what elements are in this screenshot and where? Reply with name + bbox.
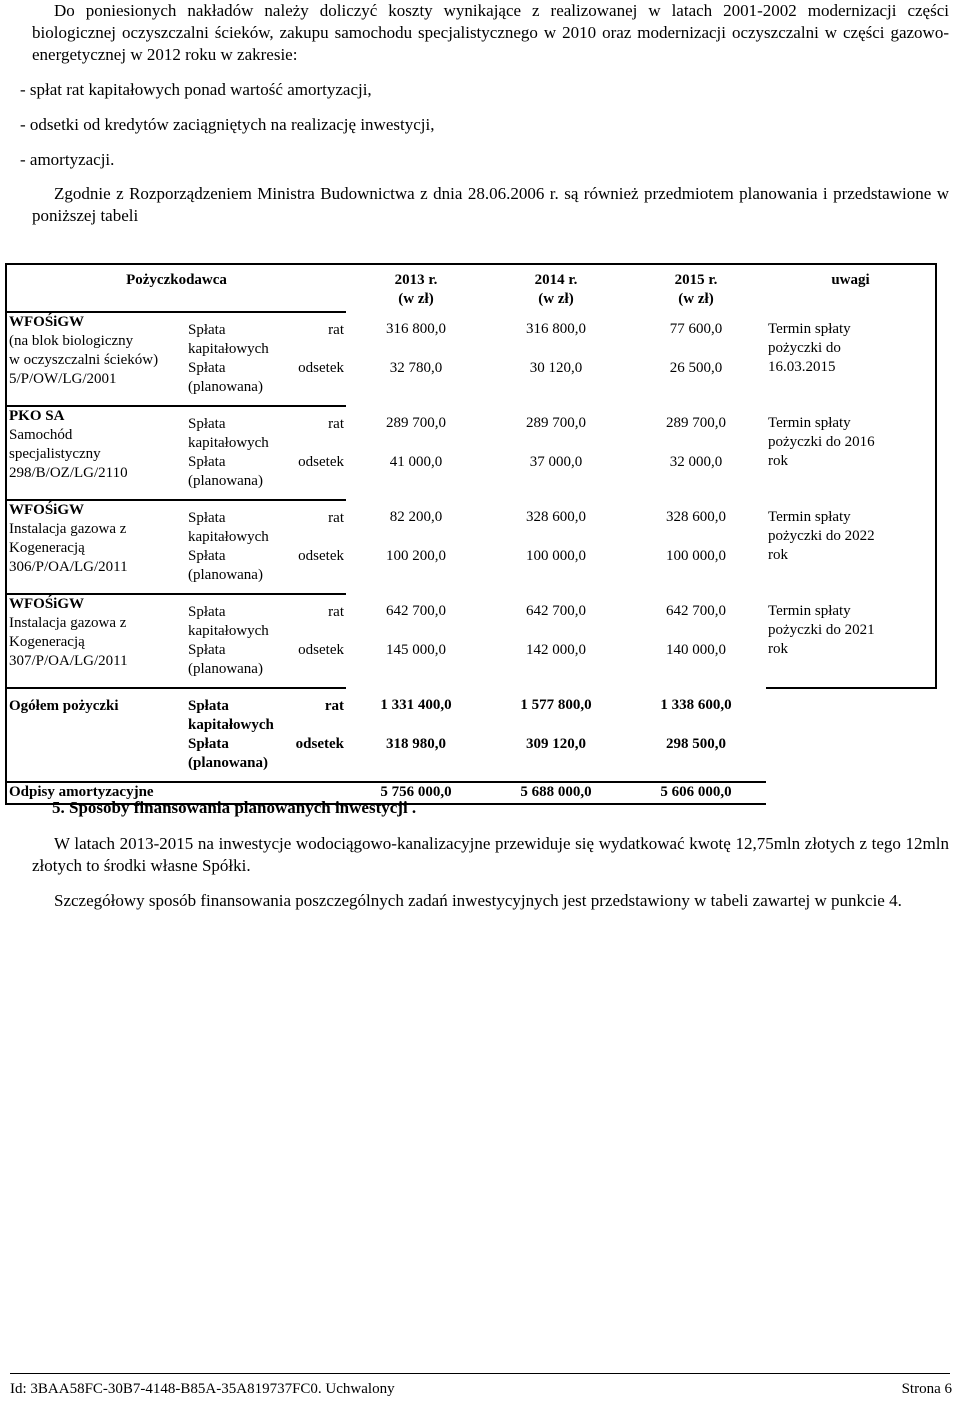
section-5-paragraph-1: W latach 2013-2015 na inwestycje wodociągowo-kanalizacyjne przewiduje się wydatkować kwotę 12,75mln złotych z tego 12mln złotych to środki własne Spółki. [32, 834, 949, 875]
interest-2014: 142 000,0 [526, 642, 586, 658]
lender-cell: WFOŚiGW (na blok biologiczny w oczyszczalni ścieków) 5/P/OW/LG/2001 [6, 312, 186, 406]
intro-paragraph: Do poniesionych nakładów należy doliczyć koszty wynikające z realizowanej w latach 2001-2002 modernizacji części biologicznej oczyszczalni ścieków, zakupu samochodu specjalistycznego w 2010 oraz modernizacji oczyszczalni w części gazowo-energetycznej w 2012 roku w zakresie: [32, 1, 949, 64]
capital-2015: 642 700,0 [666, 603, 726, 619]
table-header-row [6, 264, 936, 312]
capital-2015: 328 600,0 [666, 509, 726, 525]
bullet-interest: - odsetki od kredytów zaciągniętych na realizację inwestycji, [20, 115, 435, 134]
total-label: Ogółem pożyczki [6, 688, 186, 782]
interest-2015: 32 000,0 [669, 454, 723, 470]
capital-2015: 289 700,0 [666, 415, 726, 431]
footer-divider [10, 1373, 950, 1374]
capital-2014: 289 700,0 [526, 415, 586, 431]
interest-2015: 26 500,0 [669, 360, 723, 376]
total-capital-2013: 1 331 400,0 [380, 697, 452, 713]
interest-label: Spłata odsetek (planowana) [188, 642, 344, 677]
table-row [6, 594, 936, 641]
lender-cell: PKO SA Samochód specjalistyczny 298/B/OZ/LG/2110 [6, 406, 186, 500]
capital-2013: 642 700,0 [386, 603, 446, 619]
interest-2014: 37 000,0 [529, 454, 583, 470]
bullet-depreciation: - amortyzacji. [20, 150, 115, 169]
interest-2013: 145 000,0 [386, 642, 446, 658]
lender-cell: WFOŚiGW Instalacja gazowa z Kogeneracją 306/P/OA/LG/2011 [6, 500, 186, 594]
depreciation-label: Odpisy amortyzacyjne [6, 782, 346, 804]
header-2015: 2015 r. (w zł) [626, 264, 766, 312]
interest-2013: 41 000,0 [389, 454, 443, 470]
lender-cell: WFOŚiGW Instalacja gazowa z Kogeneracją 307/P/OA/LG/2011 [6, 594, 186, 688]
capital-label: Spłata rat kapitałowych [186, 500, 346, 547]
header-notes: uwagi [766, 264, 936, 312]
total-interest-2014: 309 120,0 [526, 736, 586, 752]
interest-2015: 100 000,0 [666, 548, 726, 564]
capital-2013: 289 700,0 [386, 415, 446, 431]
regulation-paragraph: Zgodnie z Rozporządzeniem Ministra Budownictwa z dnia 28.06.2006 r. są również przedmiotem planowania i przedstawione w poniższej tabeli [32, 184, 949, 225]
footer-page-number: Strona 6 [901, 1381, 952, 1397]
footer-document-id: Id: 3BAA58FC-30B7-4148-B85A-35A819737FC0. Uchwalony [10, 1381, 395, 1397]
interest-2013: 32 780,0 [389, 360, 443, 376]
depreciation-2014: 5 688 000,0 [486, 782, 626, 804]
total-interest-2015: 298 500,0 [666, 736, 726, 752]
capital-2015: 77 600,0 [669, 321, 723, 337]
interest-label: Spłata odsetek (planowana) [188, 454, 344, 489]
depreciation-2013: 5 756 000,0 [346, 782, 486, 804]
interest-label: Spłata odsetek (planowana) [188, 736, 344, 771]
capital-2014: 328 600,0 [526, 509, 586, 525]
loan-note: Termin spłaty pożyczki do 2021 rok [766, 594, 936, 688]
table-row [6, 406, 936, 453]
header-lender: Pożyczkodawca [6, 264, 346, 312]
section-5-paragraph-2: Szczegółowy sposób finansowania poszczególnych zadań inwestycyjnych jest przedstawiony w tabeli zawartej w punkcie 4. [54, 891, 902, 910]
capital-2014: 642 700,0 [526, 603, 586, 619]
capital-label: Spłata rat kapitałowych [186, 406, 346, 453]
capital-2013: 82 200,0 [389, 509, 443, 525]
interest-2014: 100 000,0 [526, 548, 586, 564]
interest-label: Spłata odsetek (planowana) [188, 360, 344, 395]
interest-2013: 100 200,0 [386, 548, 446, 564]
capital-2014: 316 800,0 [526, 321, 586, 337]
table-row [6, 500, 936, 547]
header-2013: 2013 r. (w zł) [346, 264, 486, 312]
header-2014: 2014 r. (w zł) [486, 264, 626, 312]
capital-label: Spłata rat kapitałowych [186, 594, 346, 641]
section-5-heading: 5. Sposoby finansowania planowanych inwestycji . [52, 798, 417, 817]
loan-note: Termin spłaty pożyczki do 16.03.2015 [766, 312, 936, 406]
capital-2013: 316 800,0 [386, 321, 446, 337]
total-capital-2015: 1 338 600,0 [660, 697, 732, 713]
depreciation-2015: 5 606 000,0 [626, 782, 766, 804]
table-row [6, 312, 936, 359]
interest-label: Spłata odsetek (planowana) [188, 548, 344, 583]
bullet-capital: - spłat rat kapitałowych ponad wartość amortyzacji, [20, 80, 372, 99]
total-capital-2014: 1 577 800,0 [520, 697, 592, 713]
capital-label: Spłata rat kapitałowych [186, 688, 346, 735]
total-row [6, 688, 936, 735]
total-interest-2013: 318 980,0 [386, 736, 446, 752]
loans-table [5, 263, 937, 805]
loan-note: Termin spłaty pożyczki do 2022 rok [766, 500, 936, 594]
interest-2015: 140 000,0 [666, 642, 726, 658]
capital-label: Spłata rat kapitałowych [186, 312, 346, 359]
interest-2014: 30 120,0 [529, 360, 583, 376]
loan-note: Termin spłaty pożyczki do 2016 rok [766, 406, 936, 500]
